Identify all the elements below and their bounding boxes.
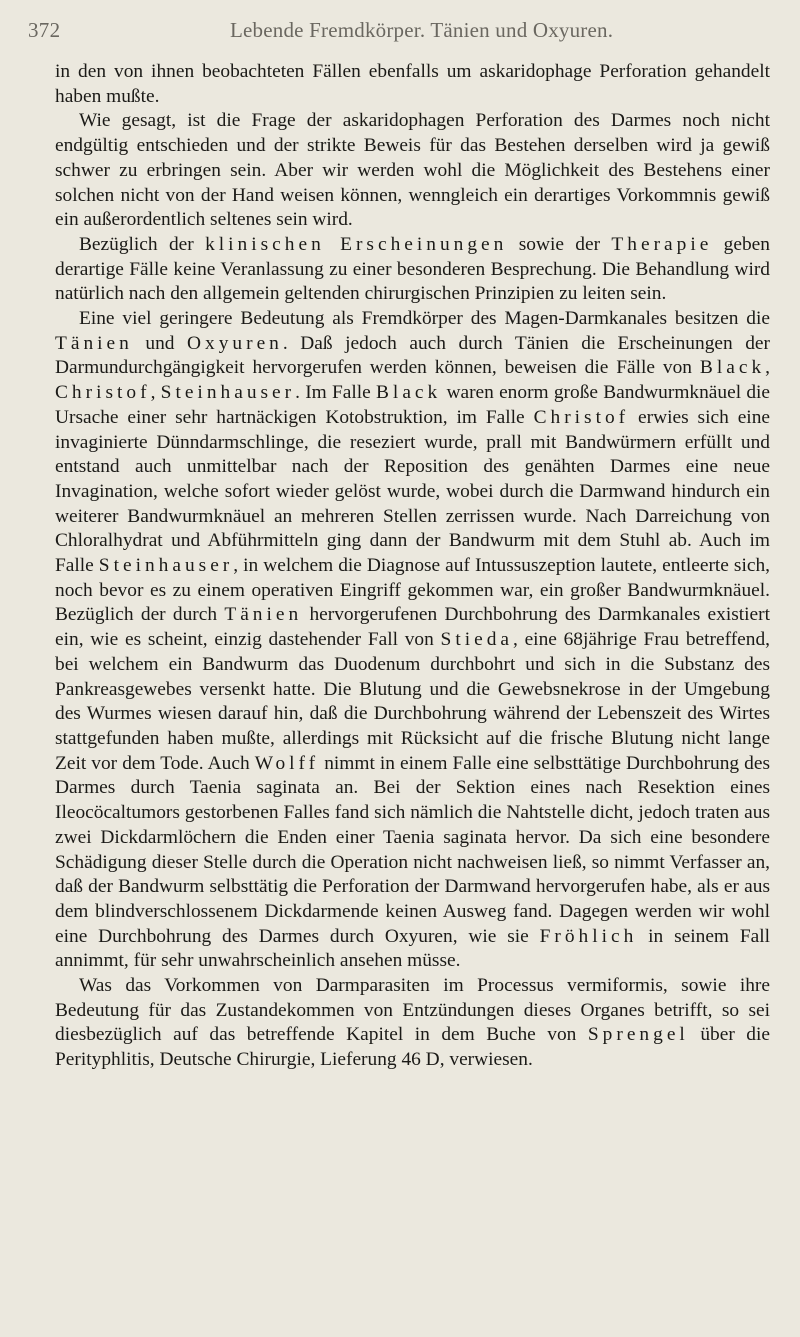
spaced-emphasis: Steinhauser bbox=[98, 555, 234, 577]
spaced-emphasis: Black bbox=[699, 357, 766, 379]
text-run: . Daß jedoch auch durch Tänien die Erscheinungen der Darmundurchgängigkeit hervorgerufen werden können, beweisen die Fälle von bbox=[55, 332, 770, 379]
spaced-emphasis: Tänien bbox=[55, 332, 133, 354]
spaced-emphasis: Wolff bbox=[254, 752, 320, 774]
spaced-emphasis: Sprengel bbox=[587, 1024, 689, 1046]
text-run: sowie der bbox=[507, 233, 612, 255]
paragraph bbox=[55, 974, 770, 1073]
spaced-emphasis: Oxyuren bbox=[187, 332, 283, 354]
text-run: über die Perityphlitis, Deutsche Chirurgie, Lieferung 46 D, verwiesen. bbox=[55, 1024, 770, 1071]
paragraph bbox=[55, 60, 770, 109]
text-run: erwies sich eine invaginierte Dünndarmschlinge, die reseziert wurde, prall mit Bandwürmern erfüllt und entstand auch unmittelbar nach der Reposition des genähten Darmes eine neue Invagination, welche sofort wieder gelöst wurde, wobei durch die Darmwand hindurch ein weiterer Bandwurmknäuel an mehreren Stellen zerrissen wurde. Nach Darreichung von Chloralhydrat und Abführmitteln ging dann der Bandwurm mit dem Stuhl ab. Auch im Falle bbox=[55, 406, 770, 577]
text-run: , in welchem die Diagnose auf Intussuszeption lautete, entleerte sich, noch bevor es zu einem operativen Eingriff gekommen war, ein großer Bandwurmknäuel. Bezüglich der durch bbox=[55, 555, 770, 626]
spaced-emphasis: Stieda bbox=[440, 629, 513, 651]
spaced-emphasis: klinischen Erscheinungen bbox=[205, 233, 508, 255]
text-run: nimmt in einem Falle eine selbsttätige Durchbohrung des Darmes durch Taenia saginata an. Bei der Sektion eines nach Resektion eines Ileocöcaltumors gestorbenen Falles fand sich nämlich die Nahtstelle dicht, jedoch traten aus zwei Dickdarmlöchern die Enden einer Taenia saginata hervor. Da sich eine besondere Schädigung dieser Stelle durch die Operation nicht nachweisen ließ, so nimmt Verfasser an, daß der Bandwurm selbsttätig die Perforation der Darmwand hervorgerufen habe, als er aus dem blindverschlossenem Dickdarmende keinen Ausweg fand. Dagegen werden wir wohl eine Durchbohrung des Darmes durch Oxyuren, wie sie bbox=[55, 752, 770, 947]
text-run: Wie gesagt, ist die Frage der askaridophagen Perforation des Darmes noch nicht endgültig entschieden und der strikte Beweis für das Bestehen derselben wird ja gewiß schwer zu erbringen sein. Aber wir werden wohl die Möglichkeit des Bestehens einer solchen nicht von der Hand weisen können, wenngleich ein derartiges Vorkommnis gewiß ein außerordentlich seltenes sein wird. bbox=[55, 110, 770, 231]
spaced-emphasis: Therapie bbox=[611, 233, 713, 255]
text-run: . Im Falle bbox=[295, 382, 376, 404]
text-run: hervorgerufenen Durchbohrung des Darmkanales existiert ein, wie es scheint, einzig dastehender Fall von bbox=[55, 604, 770, 651]
text-run: , eine 68jährige Frau betreffend, bei welchem ein Bandwurm das Duodenum durchbohrt und sich in die Substanz des Pankreasgewebes versenkt hatte. Die Blutung und die Gewebsnekrose in der Umgebung des Wurmes wiesen darauf hin, daß die Durchbohrung während der Lebenszeit des Wirtes stattgefunden haben mußte, allerdings mit Rücksicht auf die frische Blutung nicht lange Zeit vor dem Tode. Auch bbox=[55, 629, 770, 774]
spaced-emphasis: Black bbox=[376, 382, 442, 404]
text-run: und bbox=[132, 332, 188, 354]
spaced-emphasis: Fröhlich bbox=[539, 925, 638, 947]
running-head: Lebende Fremdkörper. Tänien und Oxyuren. bbox=[230, 18, 614, 42]
spaced-emphasis: Steinhauser bbox=[160, 382, 296, 404]
text-run: Eine viel geringere Bedeutung als Fremdkörper des Magen-Darmkanales besitzen die bbox=[79, 308, 770, 330]
text-run: Was das Vorkommen von Darmparasiten im Processus vermiformis, sowie ihre Bedeutung für das Zustandekommen von Entzündungen dieses Organes betrifft, so sei diesbezüglich auf das betreffende Kapitel in dem Buche von bbox=[55, 975, 770, 1046]
page-header bbox=[0, 18, 800, 44]
text-run: waren enorm große Bandwurmknäuel die Ursache einer sehr hartnäckigen Kotobstruktion, im Falle bbox=[55, 382, 771, 428]
page-number: 372 bbox=[28, 18, 61, 42]
spaced-emphasis: Christof bbox=[55, 382, 151, 404]
paragraph bbox=[55, 307, 770, 974]
text-run: in seinem Fall annimmt, für sehr unwahrscheinlich ansehen müsse. bbox=[55, 925, 771, 972]
text-run: , bbox=[150, 382, 161, 404]
text-run: geben derartige Fälle keine Veranlassung zu einer besonderen Besprechung. Die Behandlung wird natürlich nach den allgemein geltenden chirurgischen Prinzipien zu leiten sein. bbox=[55, 233, 770, 305]
text-run: Bezüglich der bbox=[79, 233, 206, 255]
text-run: in den von ihnen beobachteten Fällen ebenfalls um askaridophage Perforation gehandelt haben mußte. bbox=[55, 61, 770, 107]
body-text bbox=[55, 60, 770, 1073]
paragraph bbox=[55, 233, 770, 307]
spaced-emphasis: Tänien bbox=[224, 604, 303, 626]
text-run: , bbox=[765, 357, 770, 379]
paragraph bbox=[55, 109, 770, 233]
spaced-emphasis: Christof bbox=[533, 406, 630, 428]
